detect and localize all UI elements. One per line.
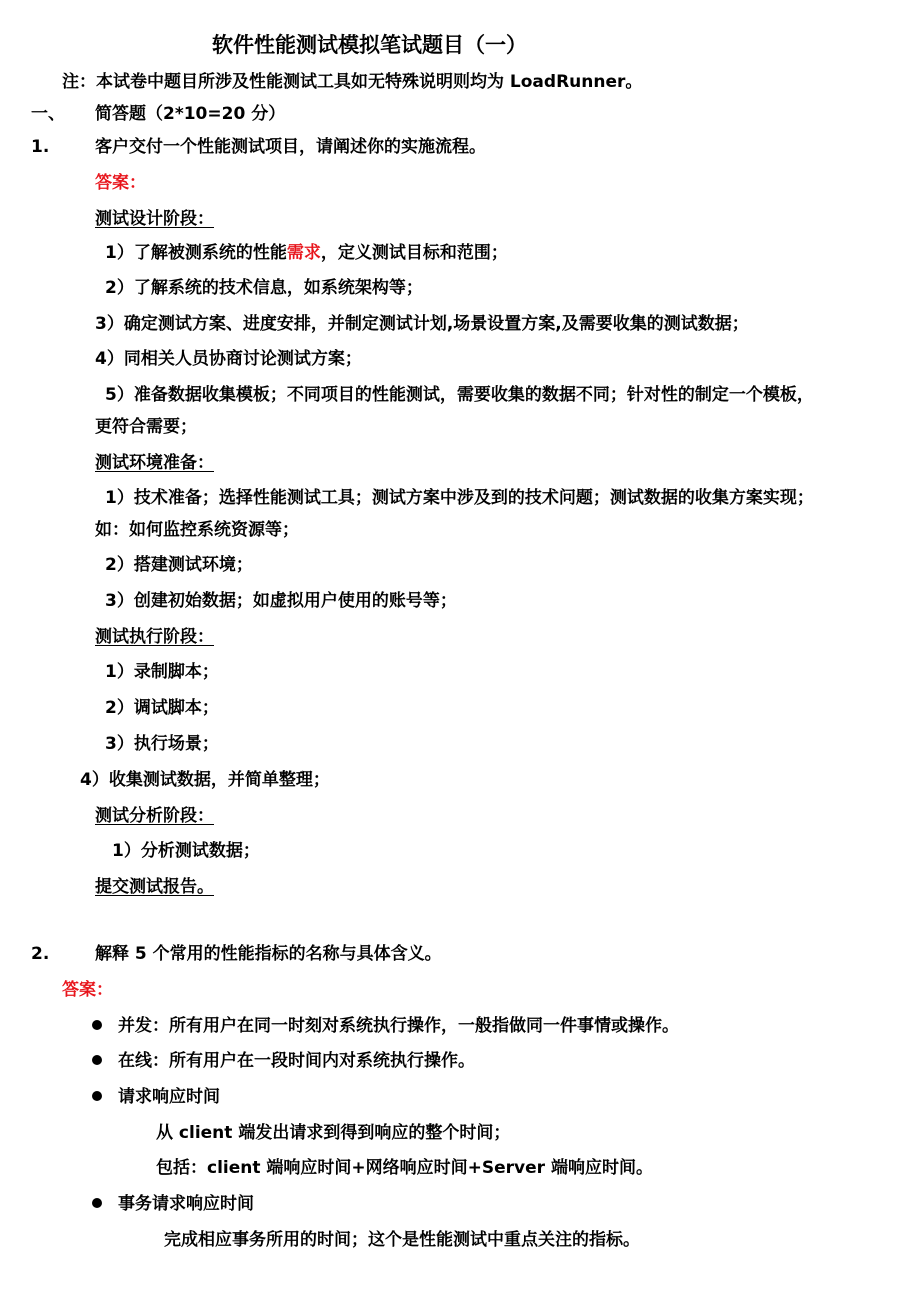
exec-item-3: 3）执行场景；	[105, 734, 219, 754]
section-number: 一、	[31, 104, 65, 124]
exec-item-1: 1）录制脚本；	[105, 662, 219, 682]
design-item-1-highlight: 需求	[286, 243, 321, 263]
exec-item-4: 4）收集测试数据，并简单整理；	[80, 770, 330, 790]
question-1-number: 1.	[31, 137, 50, 157]
response-time-components: 包括：client 端响应时间+网络响应时间+Server 端响应时间。	[156, 1158, 653, 1178]
design-item-2: 2）了解系统的技术信息，如系统架构等；	[105, 278, 423, 298]
question-2-text: 解释 5 个常用的性能指标的名称与具体含义。	[95, 944, 442, 964]
env-item-1-line-1: 1）技术准备；选择性能测试工具；测试方案中涉及到的技术问题；测试数据的收集方案实现；	[105, 488, 814, 508]
design-phase-heading: 测试设计阶段：	[95, 209, 214, 229]
report-line: 提交测试报告。	[95, 877, 214, 897]
env-item-2: 2）搭建测试环境；	[105, 555, 253, 575]
analysis-phase-heading: 测试分析阶段：	[95, 806, 214, 826]
answer-label-1: 答案：	[95, 173, 146, 193]
design-item-5-line-2: 更符合需要；	[95, 417, 197, 437]
note-text: 注：本试卷中题目所涉及性能测试工具如无特殊说明则均为 LoadRunner。	[62, 72, 643, 92]
env-item-3: 3）创建初始数据；如虚拟用户使用的账号等；	[105, 591, 457, 611]
design-item-3: 3）确定测试方案、进度安排，并制定测试计划,场景设置方案,及需要收集的测试数据；	[95, 314, 749, 334]
bullet-icon	[92, 1091, 102, 1101]
design-item-1	[105, 241, 508, 265]
question-2-number: 2.	[31, 944, 50, 964]
bullet-icon	[92, 1198, 102, 1208]
document-title: 软件性能测试模拟笔试题目（一）	[212, 33, 527, 57]
response-time-definition: 从 client 端发出请求到得到响应的整个时间；	[156, 1123, 511, 1143]
exec-item-2: 2）调试脚本；	[105, 698, 219, 718]
design-item-4: 4）同相关人员协商讨论测试方案；	[95, 349, 362, 369]
question-1-text: 客户交付一个性能测试项目，请阐述你的实施流程。	[95, 137, 486, 157]
metric-online: 在线：所有用户在一段时间内对系统执行操作。	[118, 1051, 475, 1071]
metric-transaction-response-time: 事务请求响应时间	[118, 1194, 254, 1214]
metric-concurrency: 并发：所有用户在同一时刻对系统执行操作，一般指做同一件事情或操作。	[118, 1016, 679, 1036]
answer-label-2: 答案：	[62, 980, 113, 1000]
analysis-item-1: 1）分析测试数据；	[112, 841, 260, 861]
metric-response-time: 请求响应时间	[118, 1087, 220, 1107]
bullet-icon	[92, 1020, 102, 1030]
section-heading: 简答题（2*10=20 分）	[95, 104, 286, 124]
env-item-1-line-2: 如：如何监控系统资源等；	[95, 520, 299, 540]
bullet-icon	[92, 1055, 102, 1065]
exec-phase-heading: 测试执行阶段：	[95, 627, 214, 647]
design-item-1-post: ，定义测试目标和范围；	[320, 243, 508, 263]
env-phase-heading: 测试环境准备：	[95, 453, 214, 473]
design-item-1-pre: 1）了解被测系统的性能	[105, 243, 287, 263]
transaction-response-time-definition: 完成相应事务所用的时间；这个是性能测试中重点关注的指标。	[164, 1230, 640, 1250]
design-item-5-line-1: 5）准备数据收集模板；不同项目的性能测试，需要收集的数据不同；针对性的制定一个模板，	[105, 385, 814, 405]
